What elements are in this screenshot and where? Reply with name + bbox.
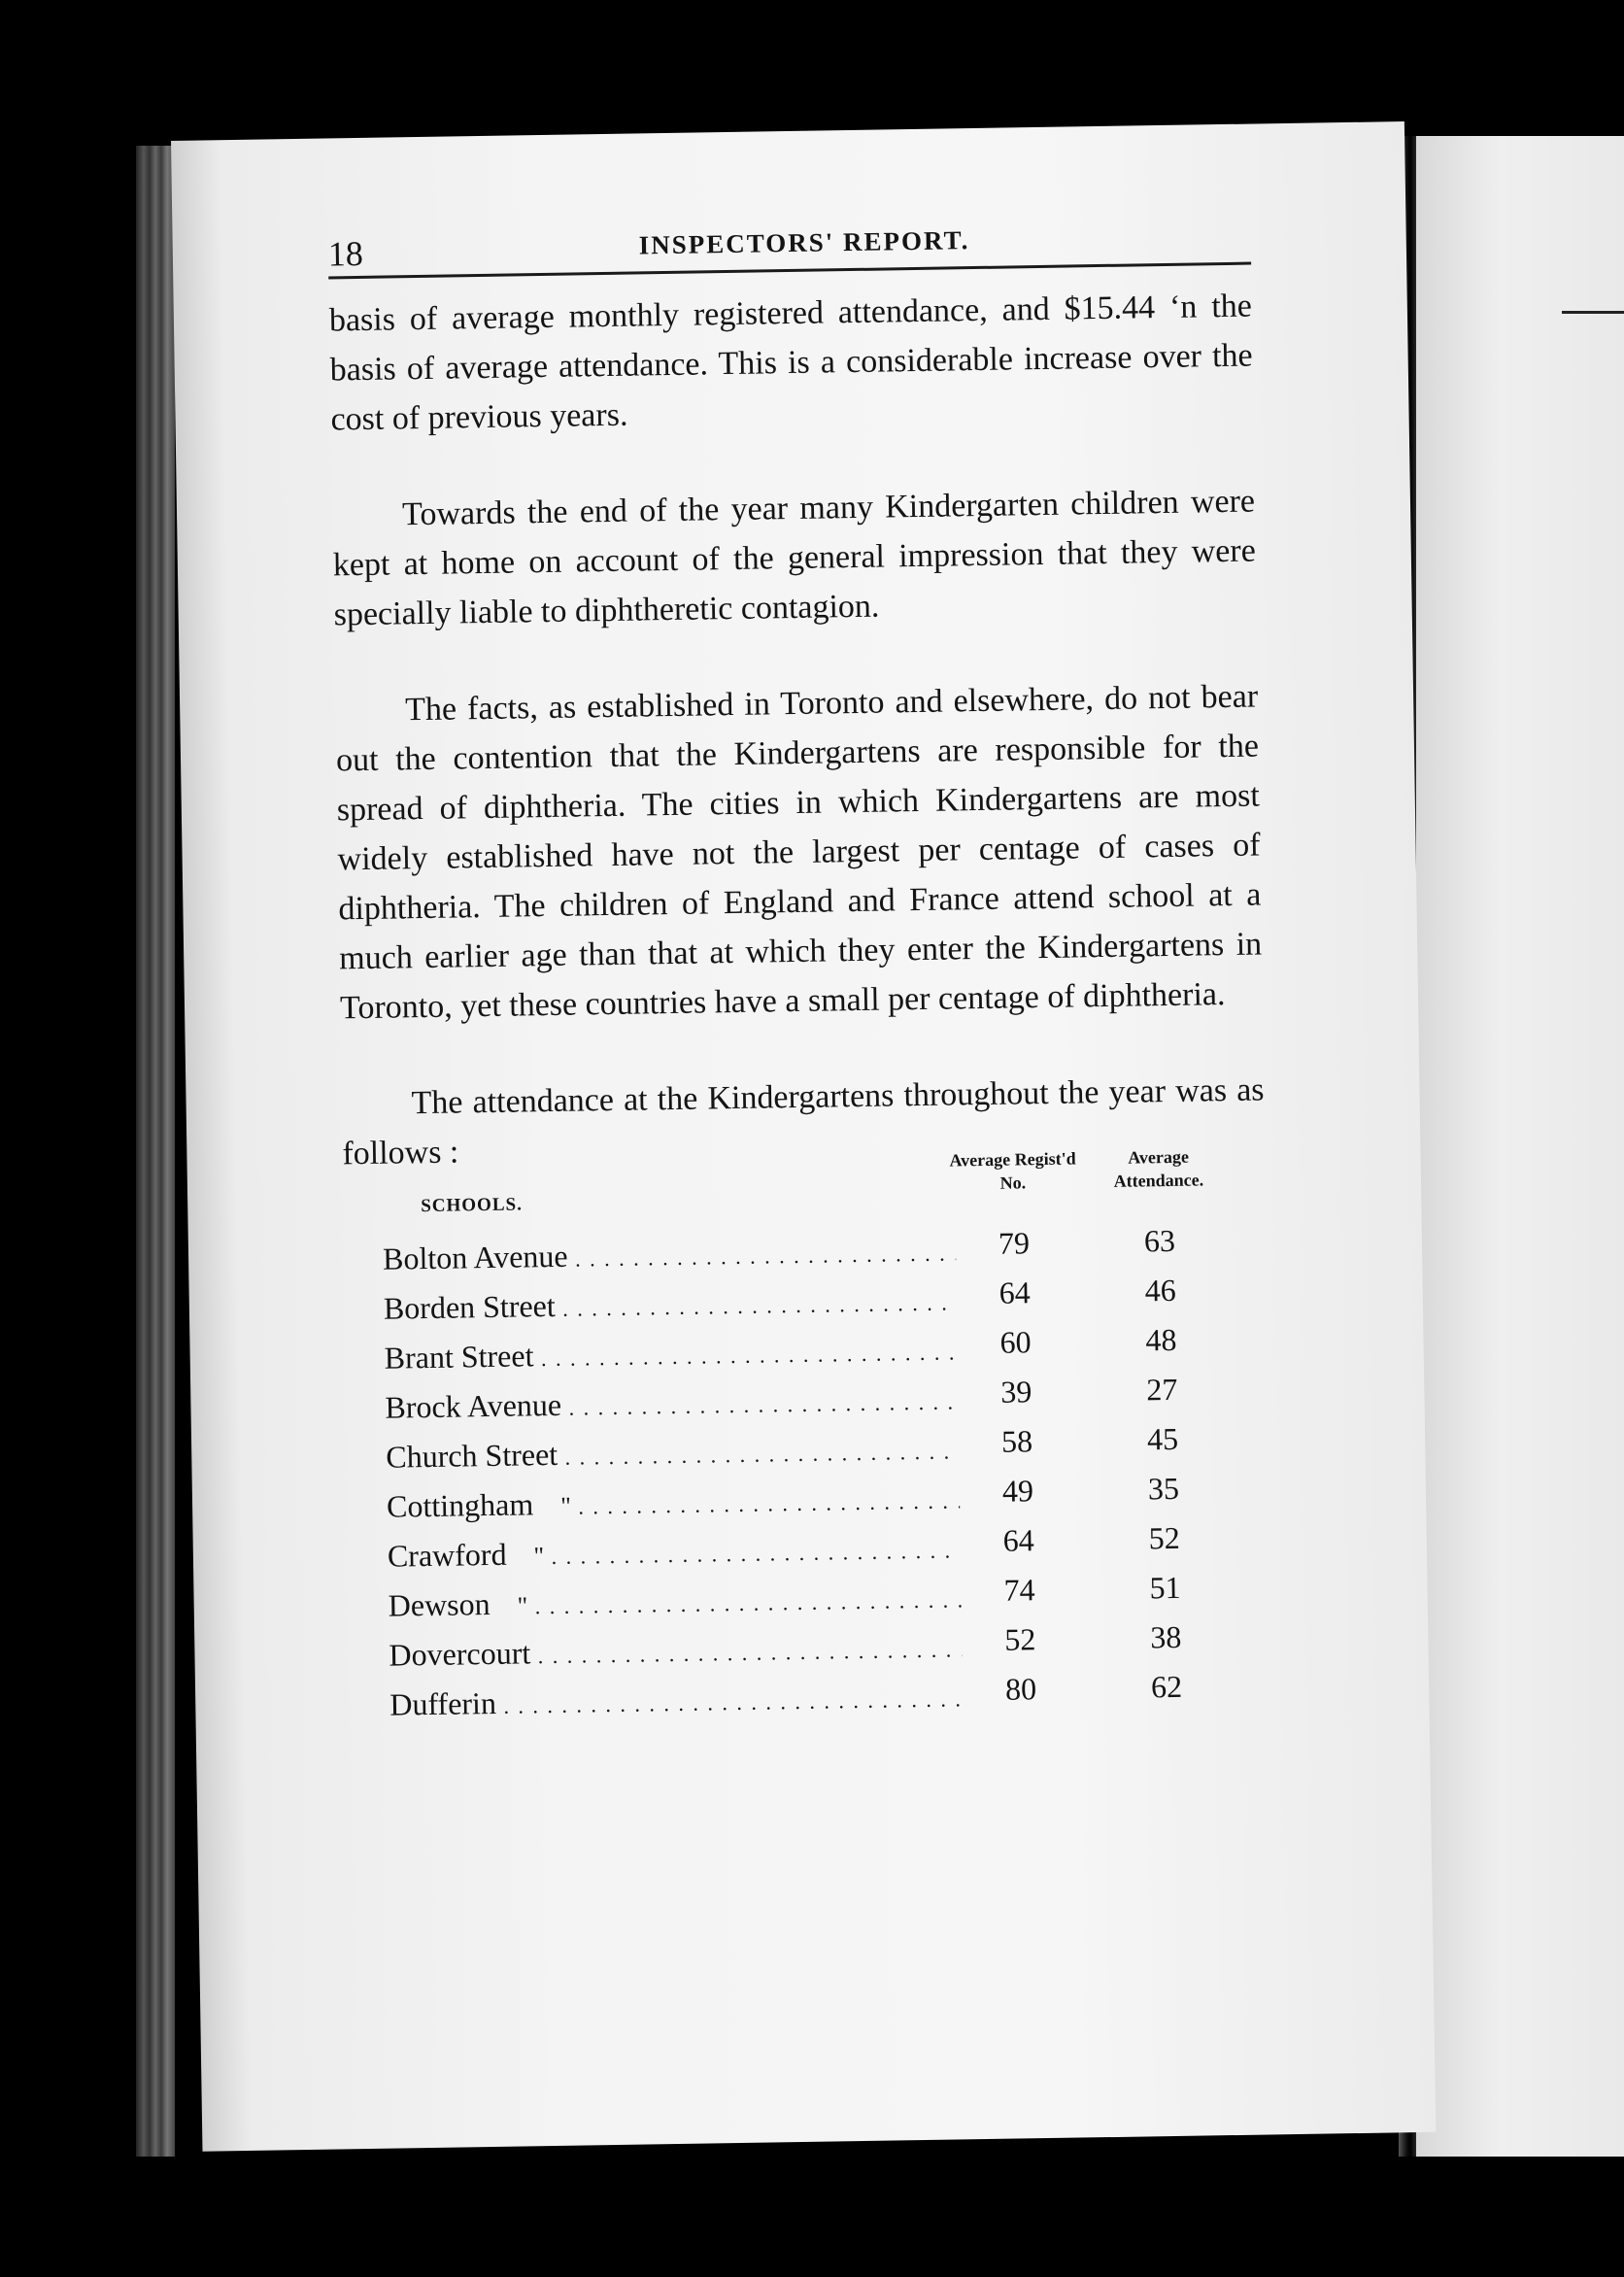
book-page (171, 121, 1436, 2152)
ditto-mark: " (517, 1591, 528, 1620)
school-name: Brock Avenue . . . (385, 1380, 959, 1425)
registered-value: 52 (1004, 1621, 1036, 1657)
paragraph-attendance-intro: The attendance at the Kindergartens throughout the year was as follows : (342, 1071, 1265, 1172)
registered-value: 80 (1004, 1671, 1037, 1707)
school-name: Dufferin . . . (389, 1678, 964, 1722)
column-header-registered: Average Regist'd No. (949, 1148, 1076, 1193)
attendance-value: 38 (1150, 1618, 1182, 1655)
school-name: Brant Street . . . (384, 1331, 958, 1376)
school-name: Dovercourt . . . (389, 1628, 963, 1673)
attendance-value: 48 (1145, 1321, 1177, 1358)
attendance-value: 62 (1150, 1668, 1183, 1705)
paragraph-diphtheria-impression: Towards the end of the year many Kindergarten children were kept at home on account of the general impression that they were specially liable to diphtheretic contagion. (332, 483, 1257, 633)
registered-value: 64 (998, 1274, 1032, 1310)
attendance-value: 46 (1144, 1272, 1176, 1308)
registered-value: 64 (1002, 1522, 1035, 1558)
facing-page-rule (1562, 311, 1624, 314)
school-name: Crawford " . . . (388, 1529, 962, 1574)
column-header-attendance: Average Attendance. (1113, 1146, 1204, 1191)
facing-page (1416, 136, 1624, 2157)
attendance-value: 27 (1146, 1371, 1178, 1408)
attendance-value: 45 (1146, 1420, 1179, 1457)
registered-value: 49 (1001, 1473, 1034, 1509)
registered-value: 39 (1000, 1374, 1032, 1410)
school-name: Borden Street . . . (384, 1281, 958, 1326)
school-name: Bolton Avenue . . . (383, 1232, 957, 1276)
column-header-schools: SCHOOLS. (421, 1194, 524, 1217)
school-name: Dewson " . . . (388, 1579, 962, 1623)
attendance-value: 52 (1148, 1519, 1180, 1556)
paragraph-cost: basis of average monthly registered attendance, and $15.44 ‘n the basis of average attendance. This is a considerable increase over the cost of previous years. (328, 288, 1253, 438)
page-edges (136, 146, 175, 2157)
attendance-value: 63 (1143, 1222, 1176, 1259)
running-title: INSPECTORS' REPORT. (638, 225, 970, 260)
attendance-value: 51 (1149, 1569, 1181, 1606)
school-name: Church Street . . . (386, 1430, 960, 1475)
table-rows (344, 1221, 1284, 1731)
paragraph-facts: The facts, as established in Toronto and elsewhere, do not bear out the contention that the Kindergartens are responsible for the spread of diphtheria. The cities in which Kindergartens are most widely established have not the largest per centage of cases of diphtheria. The children of England and France attend school at a much earlier age than that at which they enter the Kindergartens in Toronto, yet these countries have a small per centage of diphtheria. (335, 678, 1263, 1027)
registered-value: 74 (1003, 1572, 1035, 1608)
school-name: Cottingham " . . . (387, 1479, 961, 1524)
registered-value: 58 (1000, 1423, 1033, 1459)
ditto-mark: " (533, 1542, 545, 1571)
body-text (329, 282, 1267, 1226)
attendance-value: 35 (1147, 1470, 1180, 1507)
ditto-mark: " (560, 1491, 572, 1520)
registered-value: 79 (998, 1225, 1031, 1261)
page-number: 18 (327, 233, 364, 274)
registered-value: 60 (999, 1324, 1032, 1360)
